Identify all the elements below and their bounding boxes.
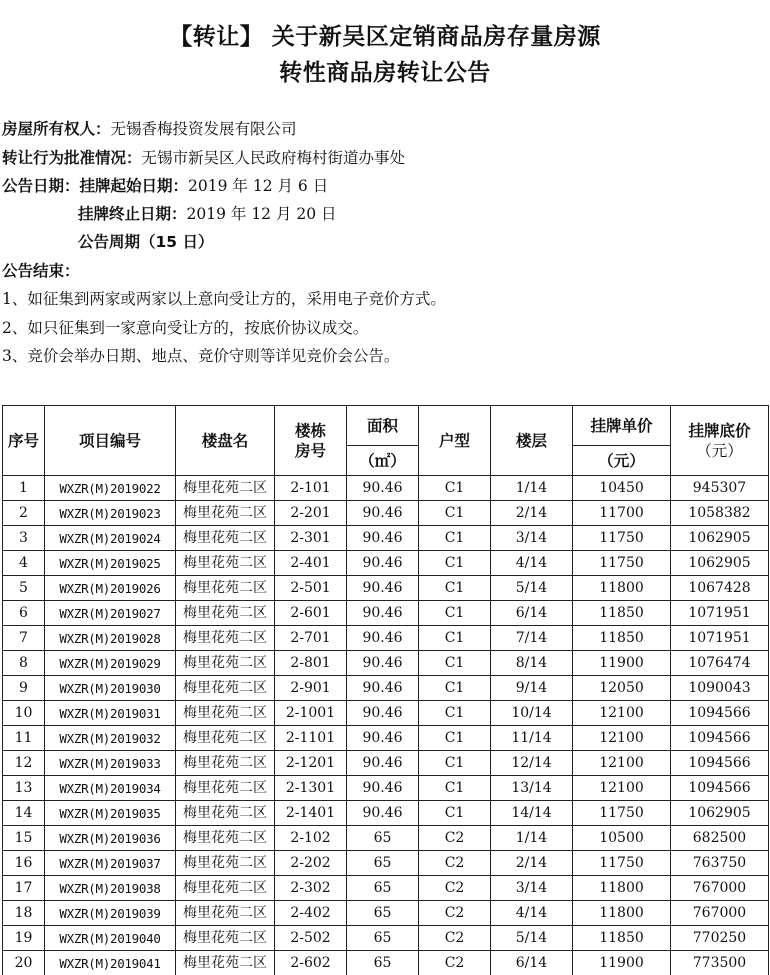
- header-area: 面积: [347, 406, 419, 446]
- cell-code: WXZR(M)2019025: [45, 551, 176, 576]
- cell-seq: 2: [3, 501, 45, 526]
- cell-seq: 5: [3, 576, 45, 601]
- cell-code: WXZR(M)2019039: [45, 901, 176, 926]
- result-line: [2, 261, 768, 281]
- listing-table: [2, 405, 769, 975]
- cell-code: WXZR(M)2019036: [45, 826, 176, 851]
- result-label: 公告结束：: [2, 262, 80, 280]
- start-date-line: [2, 176, 768, 196]
- cell-seq: 12: [3, 751, 45, 776]
- cell-unit-price: 11800: [573, 901, 671, 926]
- cell-room: 2-801: [275, 651, 347, 676]
- cell-type: C1: [419, 501, 491, 526]
- cell-floor: 13/14: [491, 776, 573, 801]
- cell-type: C1: [419, 526, 491, 551]
- cell-floor: 14/14: [491, 801, 573, 826]
- table-row: [3, 501, 769, 526]
- cell-estate: 梅里花苑二区: [176, 826, 275, 851]
- header-building: [275, 406, 347, 476]
- cell-floor: 10/14: [491, 701, 573, 726]
- cell-seq: 6: [3, 601, 45, 626]
- cell-code: WXZR(M)2019023: [45, 501, 176, 526]
- cell-base-price: 945307: [671, 476, 769, 501]
- cell-code: WXZR(M)2019030: [45, 676, 176, 701]
- cell-type: C2: [419, 901, 491, 926]
- cell-floor: 6/14: [491, 951, 573, 975]
- cell-estate: 梅里花苑二区: [176, 751, 275, 776]
- cell-area: 90.46: [347, 526, 419, 551]
- cell-seq: 7: [3, 626, 45, 651]
- owner-label: 房屋所有权人：: [2, 120, 111, 138]
- cell-room: 2-602: [275, 951, 347, 975]
- cell-base-price: 1094566: [671, 776, 769, 801]
- start-label: 挂牌起始日期：: [79, 177, 189, 195]
- cell-type: C1: [419, 551, 491, 576]
- cell-area: 90.46: [347, 701, 419, 726]
- cell-code: WXZR(M)2019028: [45, 626, 176, 651]
- cell-estate: 梅里花苑二区: [176, 801, 275, 826]
- header-building-line2: 房号: [294, 441, 326, 460]
- header-unit-price-unit: （元）: [573, 446, 671, 476]
- cell-floor: 2/14: [491, 851, 573, 876]
- approval-line: [2, 148, 768, 168]
- cell-area: 65: [347, 951, 419, 975]
- notice-title-line2: 转性商品房转让公告: [279, 60, 491, 86]
- cell-floor: 9/14: [491, 676, 573, 701]
- cell-seq: 20: [3, 951, 45, 975]
- cell-type: C1: [419, 626, 491, 651]
- cell-floor: 4/14: [491, 551, 573, 576]
- cell-seq: 16: [3, 851, 45, 876]
- cell-type: C1: [419, 801, 491, 826]
- cell-room: 2-202: [275, 851, 347, 876]
- cell-estate: 梅里花苑二区: [176, 876, 275, 901]
- cell-code: WXZR(M)2019034: [45, 776, 176, 801]
- cell-unit-price: 11800: [573, 876, 671, 901]
- cell-area: 90.46: [347, 576, 419, 601]
- cell-unit-price: 12100: [573, 751, 671, 776]
- cell-type: C1: [419, 476, 491, 501]
- owner-line: [2, 119, 768, 139]
- cell-unit-price: 11850: [573, 926, 671, 951]
- cell-floor: 1/14: [491, 476, 573, 501]
- cell-floor: 2/14: [491, 501, 573, 526]
- cell-room: 2-101: [275, 476, 347, 501]
- cell-seq: 4: [3, 551, 45, 576]
- cell-type: C1: [419, 651, 491, 676]
- table-row: [3, 751, 769, 776]
- cell-floor: 5/14: [491, 576, 573, 601]
- cell-base-price: 773500: [671, 951, 769, 975]
- cell-estate: 梅里花苑二区: [176, 576, 275, 601]
- cell-base-price: 1062905: [671, 551, 769, 576]
- table-row: [3, 826, 769, 851]
- approval-label: 转让行为批准情况：: [2, 149, 142, 167]
- cell-code: WXZR(M)2019041: [45, 951, 176, 975]
- header-unit-price: 挂牌单价: [573, 406, 671, 446]
- rule-2: 2、如只征集到一家意向受让方的，按底价协议成交。: [2, 319, 369, 337]
- cell-unit-price: 11850: [573, 601, 671, 626]
- cell-room: 2-102: [275, 826, 347, 851]
- cell-code: WXZR(M)2019029: [45, 651, 176, 676]
- cell-base-price: 1071951: [671, 601, 769, 626]
- table-row: [3, 851, 769, 876]
- header-code: 项目编号: [45, 406, 176, 476]
- cell-type: C2: [419, 951, 491, 975]
- cell-code: WXZR(M)2019032: [45, 726, 176, 751]
- cell-area: 90.46: [347, 676, 419, 701]
- cell-type: C1: [419, 601, 491, 626]
- cell-estate: 梅里花苑二区: [176, 901, 275, 926]
- cell-base-price: 1062905: [671, 526, 769, 551]
- cell-estate: 梅里花苑二区: [176, 951, 275, 975]
- header-floor: 楼层: [491, 406, 573, 476]
- cell-type: C1: [419, 576, 491, 601]
- cell-estate: 梅里花苑二区: [176, 501, 275, 526]
- cell-seq: 1: [3, 476, 45, 501]
- cell-estate: 梅里花苑二区: [176, 626, 275, 651]
- table-row: [3, 601, 769, 626]
- cell-base-price: 1076474: [671, 651, 769, 676]
- cell-code: WXZR(M)2019027: [45, 601, 176, 626]
- cell-area: 65: [347, 826, 419, 851]
- approval-value: 无锡市新吴区人民政府梅村街道办事处: [141, 149, 406, 167]
- cell-unit-price: 11850: [573, 626, 671, 651]
- cell-estate: 梅里花苑二区: [176, 551, 275, 576]
- cell-unit-price: 12100: [573, 701, 671, 726]
- cell-seq: 10: [3, 701, 45, 726]
- rule-1: 1、如征集到两家或两家以上意向受让方的，采用电子竞价方式。: [2, 290, 446, 308]
- cell-type: C2: [419, 926, 491, 951]
- table-body: [3, 476, 769, 975]
- header-seq: 序号: [3, 406, 45, 476]
- cell-room: 2-601: [275, 601, 347, 626]
- cell-floor: 6/14: [491, 601, 573, 626]
- cell-floor: 5/14: [491, 926, 573, 951]
- cell-estate: 梅里花苑二区: [176, 776, 275, 801]
- cell-type: C2: [419, 826, 491, 851]
- cell-code: WXZR(M)2019033: [45, 751, 176, 776]
- cell-area: 90.46: [347, 726, 419, 751]
- table-row: [3, 576, 769, 601]
- end-date-line: [2, 204, 768, 224]
- cell-unit-price: 11700: [573, 501, 671, 526]
- cell-code: WXZR(M)2019038: [45, 876, 176, 901]
- cell-room: 2-701: [275, 626, 347, 651]
- cell-unit-price: 12050: [573, 676, 671, 701]
- notice-title-line1: 【转让】 关于新吴区定销商品房存量房源: [169, 24, 601, 50]
- period-text: 公告周期（15 日）: [78, 233, 214, 251]
- cell-base-price: 763750: [671, 851, 769, 876]
- table-row: [3, 701, 769, 726]
- table-row: [3, 926, 769, 951]
- cell-floor: 12/14: [491, 751, 573, 776]
- cell-base-price: 682500: [671, 826, 769, 851]
- start-value: 2019 年 12 月 6 日: [188, 177, 329, 195]
- cell-base-price: 1094566: [671, 726, 769, 751]
- header-base-price-line1: 挂牌底价: [688, 421, 751, 440]
- cell-code: WXZR(M)2019026: [45, 576, 176, 601]
- header-area-unit: （㎡）: [347, 446, 419, 476]
- cell-code: WXZR(M)2019022: [45, 476, 176, 501]
- cell-floor: 3/14: [491, 526, 573, 551]
- cell-base-price: 1067428: [671, 576, 769, 601]
- cell-base-price: 1090043: [671, 676, 769, 701]
- cell-floor: 11/14: [491, 726, 573, 751]
- cell-room: 2-901: [275, 676, 347, 701]
- cell-floor: 3/14: [491, 876, 573, 901]
- cell-area: 90.46: [347, 476, 419, 501]
- cell-base-price: 767000: [671, 876, 769, 901]
- cell-room: 2-1101: [275, 726, 347, 751]
- cell-area: 90.46: [347, 626, 419, 651]
- cell-area: 90.46: [347, 601, 419, 626]
- cell-type: C1: [419, 676, 491, 701]
- table-row: [3, 951, 769, 975]
- end-value: 2019 年 12 月 20 日: [186, 205, 337, 223]
- cell-estate: 梅里花苑二区: [176, 851, 275, 876]
- cell-room: 2-402: [275, 901, 347, 926]
- cell-area: 90.46: [347, 801, 419, 826]
- end-label: 挂牌终止日期：: [78, 205, 187, 223]
- date-label: 公告日期：: [2, 177, 80, 195]
- cell-seq: 17: [3, 876, 45, 901]
- cell-unit-price: 11750: [573, 526, 671, 551]
- cell-seq: 9: [3, 676, 45, 701]
- cell-base-price: 767000: [671, 901, 769, 926]
- table-row: [3, 776, 769, 801]
- table-row: [3, 476, 769, 501]
- cell-type: C1: [419, 701, 491, 726]
- cell-seq: 11: [3, 726, 45, 751]
- cell-type: C1: [419, 726, 491, 751]
- cell-base-price: 1094566: [671, 751, 769, 776]
- cell-area: 90.46: [347, 776, 419, 801]
- cell-unit-price: 11900: [573, 651, 671, 676]
- cell-estate: 梅里花苑二区: [176, 601, 275, 626]
- cell-estate: 梅里花苑二区: [176, 476, 275, 501]
- cell-floor: 4/14: [491, 901, 573, 926]
- cell-estate: 梅里花苑二区: [176, 726, 275, 751]
- cell-room: 2-401: [275, 551, 347, 576]
- cell-room: 2-502: [275, 926, 347, 951]
- table-row: [3, 626, 769, 651]
- table-row: [3, 676, 769, 701]
- cell-unit-price: 11800: [573, 576, 671, 601]
- cell-unit-price: 10450: [573, 476, 671, 501]
- cell-type: C2: [419, 876, 491, 901]
- owner-value: 无锡香梅投资发展有限公司: [110, 120, 297, 138]
- cell-unit-price: 10500: [573, 826, 671, 851]
- cell-code: WXZR(M)2019031: [45, 701, 176, 726]
- cell-unit-price: 11750: [573, 801, 671, 826]
- cell-seq: 19: [3, 926, 45, 951]
- cell-type: C1: [419, 776, 491, 801]
- cell-estate: 梅里花苑二区: [176, 676, 275, 701]
- cell-code: WXZR(M)2019035: [45, 801, 176, 826]
- header-type: 户型: [419, 406, 491, 476]
- cell-area: 90.46: [347, 651, 419, 676]
- header-base-price-unit: （元）: [696, 441, 743, 460]
- cell-base-price: 770250: [671, 926, 769, 951]
- cell-room: 2-1201: [275, 751, 347, 776]
- cell-unit-price: 11750: [573, 551, 671, 576]
- cell-seq: 8: [3, 651, 45, 676]
- cell-base-price: 1062905: [671, 801, 769, 826]
- cell-area: 65: [347, 901, 419, 926]
- cell-room: 2-302: [275, 876, 347, 901]
- table-row: [3, 526, 769, 551]
- table-row: [3, 651, 769, 676]
- header-base-price: [671, 406, 769, 476]
- cell-seq: 18: [3, 901, 45, 926]
- cell-floor: 8/14: [491, 651, 573, 676]
- cell-base-price: 1094566: [671, 701, 769, 726]
- table-row: [3, 551, 769, 576]
- period-line: [2, 232, 768, 252]
- cell-area: 65: [347, 926, 419, 951]
- table-row: [3, 876, 769, 901]
- cell-area: 90.46: [347, 501, 419, 526]
- cell-room: 2-1001: [275, 701, 347, 726]
- table-row: [3, 901, 769, 926]
- cell-floor: 7/14: [491, 626, 573, 651]
- cell-estate: 梅里花苑二区: [176, 701, 275, 726]
- cell-type: C2: [419, 851, 491, 876]
- cell-room: 2-1301: [275, 776, 347, 801]
- cell-unit-price: 12100: [573, 776, 671, 801]
- cell-seq: 3: [3, 526, 45, 551]
- cell-code: WXZR(M)2019040: [45, 926, 176, 951]
- cell-estate: 梅里花苑二区: [176, 926, 275, 951]
- table-row: [3, 801, 769, 826]
- cell-estate: 梅里花苑二区: [176, 526, 275, 551]
- cell-seq: 15: [3, 826, 45, 851]
- cell-unit-price: 11750: [573, 851, 671, 876]
- cell-unit-price: 11900: [573, 951, 671, 975]
- cell-code: WXZR(M)2019037: [45, 851, 176, 876]
- cell-code: WXZR(M)2019024: [45, 526, 176, 551]
- rule-3: 3、竞价会举办日期、地点、竞价守则等详见竞价会公告。: [2, 347, 400, 365]
- cell-area: 65: [347, 851, 419, 876]
- cell-estate: 梅里花苑二区: [176, 651, 275, 676]
- cell-base-price: 1071951: [671, 626, 769, 651]
- cell-seq: 14: [3, 801, 45, 826]
- cell-type: C1: [419, 751, 491, 776]
- cell-seq: 13: [3, 776, 45, 801]
- cell-unit-price: 12100: [573, 726, 671, 751]
- header-building-line1: 楼栋: [294, 421, 326, 440]
- cell-room: 2-1401: [275, 801, 347, 826]
- cell-area: 90.46: [347, 751, 419, 776]
- cell-area: 90.46: [347, 551, 419, 576]
- cell-area: 65: [347, 876, 419, 901]
- cell-room: 2-201: [275, 501, 347, 526]
- table-row: [3, 726, 769, 751]
- header-estate: 楼盘名: [176, 406, 275, 476]
- cell-room: 2-301: [275, 526, 347, 551]
- cell-base-price: 1058382: [671, 501, 769, 526]
- cell-floor: 1/14: [491, 826, 573, 851]
- cell-room: 2-501: [275, 576, 347, 601]
